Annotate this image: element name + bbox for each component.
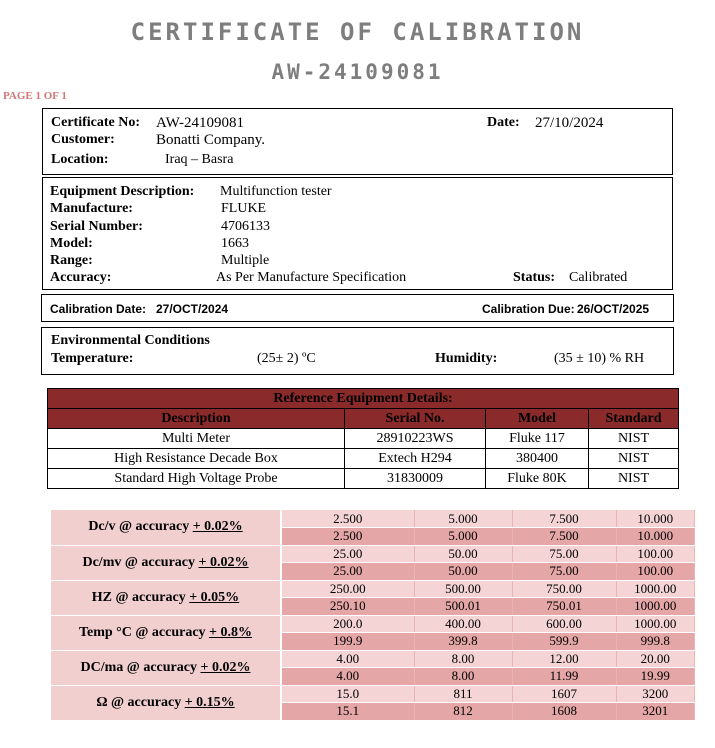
- nominal-cell: 5.000: [414, 510, 512, 528]
- environment-box: [41, 327, 674, 375]
- ref-cell: 380400: [486, 449, 589, 469]
- measured-cell: 199.9: [281, 633, 414, 651]
- nominal-cell: 50.00: [414, 545, 512, 563]
- serial-value: 4706133: [221, 219, 270, 234]
- tolerance-label: + 0.02%: [198, 554, 249, 570]
- function-cell: [51, 580, 281, 615]
- function-cell: [51, 685, 281, 720]
- equipment-box: [42, 177, 673, 290]
- manufacture-label: Manufacture:: [50, 201, 133, 216]
- temperature-label: Temperature:: [51, 351, 134, 366]
- table-row: [48, 469, 679, 489]
- measured-cell: 7.500: [512, 528, 616, 546]
- measured-cell: 999.8: [616, 633, 695, 651]
- nominal-cell: 250.00: [281, 580, 414, 598]
- measured-cell: 812: [414, 703, 512, 721]
- equipment-desc-label: Equipment Description:: [50, 184, 195, 199]
- nominal-cell: 1000.00: [616, 580, 695, 598]
- ref-cell: NIST: [589, 449, 679, 469]
- table-row: [51, 615, 695, 633]
- tolerance-label: + 0.8%: [209, 624, 253, 640]
- measured-cell: 1608: [512, 703, 616, 721]
- ref-cell: Fluke 117: [486, 429, 589, 449]
- model-value: 1663: [221, 236, 249, 251]
- ref-cell: Multi Meter: [48, 429, 345, 449]
- function-label: Dc/mv @ accuracy: [82, 554, 199, 570]
- function-cell: [51, 545, 281, 580]
- date-value: 27/10/2024: [535, 115, 604, 131]
- nominal-cell: 200.0: [281, 615, 414, 633]
- range-label: Range:: [50, 253, 93, 268]
- cert-no-label: Certificate No:: [51, 115, 141, 130]
- measured-cell: 1000.00: [616, 598, 695, 616]
- ref-col-standard: Standard: [589, 409, 679, 429]
- nominal-cell: 4.00: [281, 650, 414, 668]
- location-label: Location:: [51, 152, 109, 167]
- function-label: DC/ma @ accuracy: [80, 659, 201, 675]
- function-cell: [51, 650, 281, 685]
- location-value: Iraq – Basra: [165, 152, 234, 167]
- calibration-dates-box: [41, 294, 674, 322]
- measured-cell: 50.00: [414, 563, 512, 581]
- nominal-cell: 1607: [512, 685, 616, 703]
- accuracy-label: Accuracy:: [50, 270, 112, 285]
- ref-cell: NIST: [589, 469, 679, 489]
- measured-cell: 750.01: [512, 598, 616, 616]
- accuracy-value: As Per Manufacture Specification: [216, 270, 407, 285]
- ref-cell: 31830009: [345, 469, 486, 489]
- table-row: [51, 545, 695, 563]
- model-label: Model:: [50, 236, 93, 251]
- measured-cell: 250.10: [281, 598, 414, 616]
- table-row: [51, 685, 695, 703]
- nominal-cell: 400.00: [414, 615, 512, 633]
- calibration-results-table: [51, 510, 695, 721]
- function-cell: [51, 615, 281, 650]
- customer-label: Customer:: [51, 132, 115, 147]
- page-indicator: PAGE 1 OF 1: [3, 90, 67, 102]
- nominal-cell: 500.00: [414, 580, 512, 598]
- ref-cell: High Resistance Decade Box: [48, 449, 345, 469]
- measured-cell: 15.1: [281, 703, 414, 721]
- customer-value: Bonatti Company.: [156, 132, 266, 148]
- cal-due-label: Calibration Due:: [482, 302, 575, 316]
- ref-col-model: Model: [486, 409, 589, 429]
- measured-cell: 8.00: [414, 668, 512, 686]
- range-value: Multiple: [221, 253, 270, 268]
- table-row: [51, 580, 695, 598]
- ref-cell: NIST: [589, 429, 679, 449]
- ref-cell: Standard High Voltage Probe: [48, 469, 345, 489]
- nominal-cell: 15.0: [281, 685, 414, 703]
- ref-col-serial: Serial No.: [345, 409, 486, 429]
- nominal-cell: 750.00: [512, 580, 616, 598]
- humidity-label: Humidity:: [435, 351, 498, 366]
- tolerance-label: + 0.15%: [184, 694, 235, 710]
- measured-cell: 19.99: [616, 668, 695, 686]
- nominal-cell: 1000.00: [616, 615, 695, 633]
- cal-date-value: 27/OCT/2024: [156, 302, 229, 316]
- equipment-desc-value: Multifunction tester: [220, 184, 332, 199]
- measured-cell: 25.00: [281, 563, 414, 581]
- ref-cell: 28910223WS: [345, 429, 486, 449]
- nominal-cell: 2.500: [281, 510, 414, 528]
- ref-cell: Extech H294: [345, 449, 486, 469]
- function-label: Dc/v @ accuracy: [88, 519, 193, 535]
- measured-cell: 599.9: [512, 633, 616, 651]
- nominal-cell: 75.00: [512, 545, 616, 563]
- cert-no-value: AW-24109081: [156, 115, 244, 131]
- tolerance-label: + 0.02%: [200, 659, 251, 675]
- reference-table-title: Reference Equipment Details:: [48, 389, 679, 409]
- nominal-cell: 20.00: [616, 650, 695, 668]
- measured-cell: 5.000: [414, 528, 512, 546]
- measured-cell: 100.00: [616, 563, 695, 581]
- function-label: Temp °C @ accuracy: [78, 624, 210, 640]
- certificate-id-heading: AW-24109081: [271, 60, 444, 84]
- measured-cell: 75.00: [512, 563, 616, 581]
- nominal-cell: 10.000: [616, 510, 695, 528]
- table-row: [48, 449, 679, 469]
- certificate-info-box: [42, 108, 673, 175]
- measured-cell: 500.01: [414, 598, 512, 616]
- nominal-cell: 7.500: [512, 510, 616, 528]
- nominal-cell: 8.00: [414, 650, 512, 668]
- measured-cell: 4.00: [281, 668, 414, 686]
- nominal-cell: 12.00: [512, 650, 616, 668]
- nominal-cell: 600.00: [512, 615, 616, 633]
- table-row: [48, 429, 679, 449]
- table-row: [51, 510, 695, 528]
- function-label: Ω @ accuracy: [96, 694, 185, 710]
- nominal-cell: 25.00: [281, 545, 414, 563]
- serial-label: Serial Number:: [50, 219, 143, 234]
- measured-cell: 10.000: [616, 528, 695, 546]
- date-label: Date:: [487, 115, 520, 130]
- status-label: Status:: [513, 270, 556, 285]
- nominal-cell: 100.00: [616, 545, 695, 563]
- tolerance-label: + 0.02%: [192, 519, 243, 535]
- table-row: [51, 650, 695, 668]
- nominal-cell: 811: [414, 685, 512, 703]
- ref-cell: Fluke 80K: [486, 469, 589, 489]
- measured-cell: 11.99: [512, 668, 616, 686]
- measured-cell: 3201: [616, 703, 695, 721]
- nominal-cell: 3200: [616, 685, 695, 703]
- cal-due-value: 26/OCT/2025: [577, 302, 650, 316]
- measured-cell: 399.8: [414, 633, 512, 651]
- humidity-value: (35 ± 10) % RH: [554, 351, 645, 366]
- manufacture-value: FLUKE: [221, 201, 267, 216]
- reference-equipment-table: [47, 388, 679, 489]
- ref-col-description: Description: [48, 409, 345, 429]
- temperature-value: (25± 2) ºC: [257, 351, 316, 366]
- function-cell: [51, 510, 281, 545]
- tolerance-label: + 0.05%: [189, 589, 240, 605]
- measured-cell: 2.500: [281, 528, 414, 546]
- function-label: HZ @ accuracy: [91, 589, 190, 605]
- environment-title: Environmental Conditions: [51, 333, 210, 348]
- certificate-title: CERTIFICATE OF CALIBRATION: [130, 18, 585, 46]
- status-value: Calibrated: [569, 270, 628, 285]
- cal-date-label: Calibration Date:: [50, 302, 147, 316]
